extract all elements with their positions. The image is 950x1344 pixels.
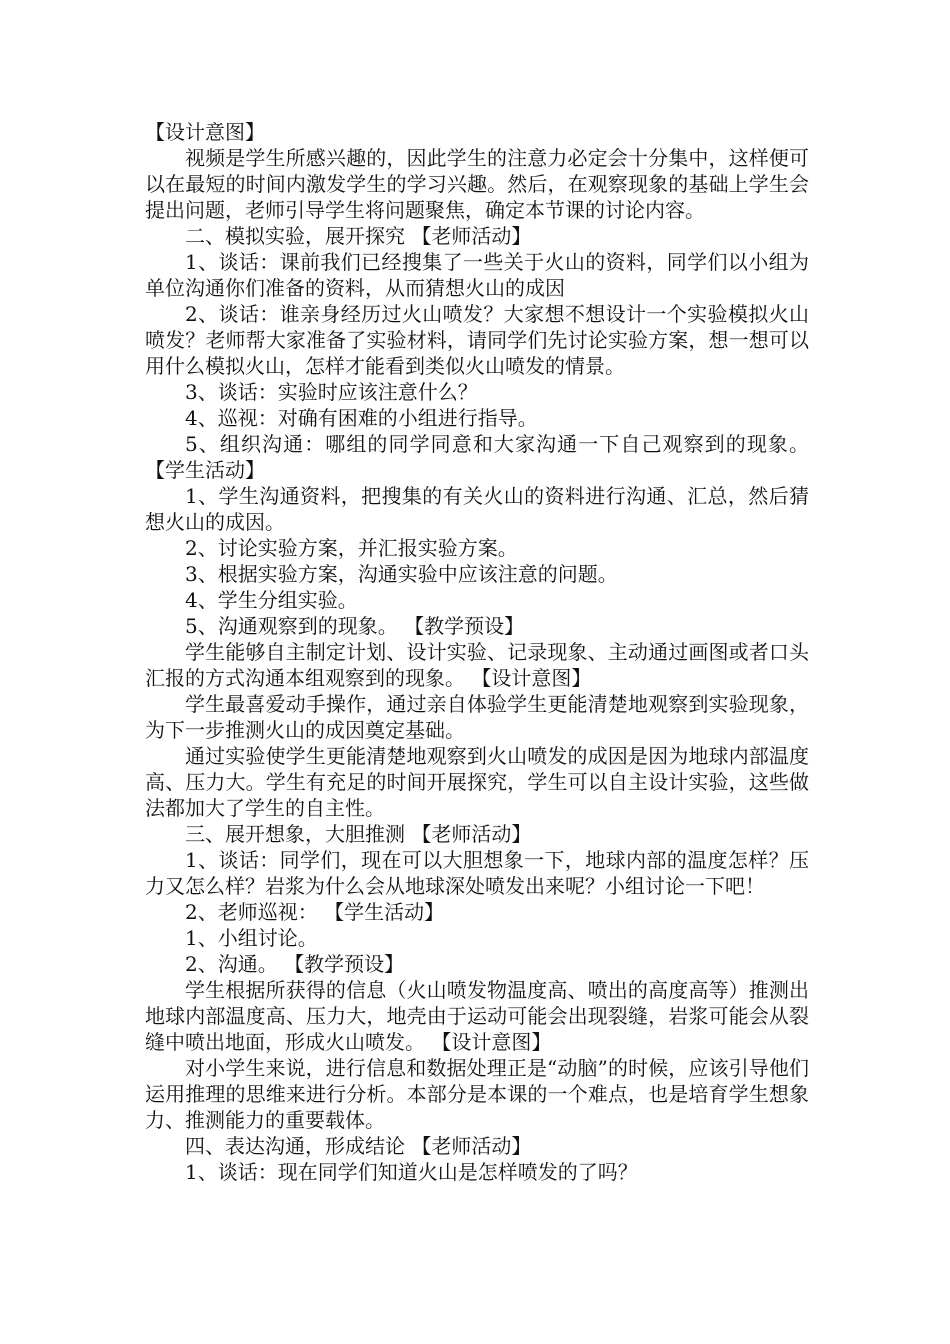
paragraph: 2、沟通。 【教学预设】: [185, 952, 405, 976]
paragraph: 3、谈话：实验时应该注意什么？: [185, 380, 478, 404]
paragraph: 通过实验使学生更能清楚地观察到火山喷发的成因是因为地球内部温度高、压力大。学生有充足的时间开展探究，学生可以自主设计实验，这些做法都加大了学生的自主性。: [145, 744, 809, 820]
paragraph: 视频是学生所感兴趣的，因此学生的注意力必定会十分集中，这样便可以在最短的时间内激发学生的学习兴趣。然后，在观察现象的基础上学生会提出问题，老师引导学生将问题聚焦，确定本节课的讨论内容。: [145, 146, 809, 222]
paragraph: 2、谈话：谁亲身经历过火山喷发？大家想不想设计一个实验模拟火山喷发？老师帮大家准备了实验材料，请同学们先讨论实验方案，想一想可以用什么模拟火山，怎样才能看到类似火山喷发的情景。: [145, 302, 809, 378]
section-heading: 三、展开想象，大胆推测 【老师活动】: [185, 822, 532, 846]
paragraph: 5、组织沟通：哪组的同学同意和大家沟通一下自己观察到的现象。 【学生活动】: [145, 432, 809, 482]
paragraph: 对小学生来说，进行信息和数据处理正是“动脑”的时候，应该引导他们运用推理的思维来进行分析。本部分是本课的一个难点，也是培育学生想象力、推测能力的重要载体。: [145, 1056, 809, 1132]
paragraph: 4、巡视：对确有困难的小组进行指导。: [185, 406, 538, 430]
paragraph: 1、小组讨论。: [185, 926, 318, 950]
paragraph: 5、沟通观察到的现象。 【教学预设】: [185, 614, 525, 638]
paragraph: 2、讨论实验方案，并汇报实验方案。: [185, 536, 518, 560]
paragraph: 学生最喜爱动手操作，通过亲自体验学生更能清楚地观察到实验现象，为下一步推测火山的成因奠定基础。: [145, 692, 809, 742]
section-heading: 【设计意图】: [145, 120, 265, 144]
paragraph: 学生能够自主制定计划、设计实验、记录现象、主动通过画图或者口头汇报的方式沟通本组观察到的现象。 【设计意图】: [145, 640, 809, 690]
paragraph: 1、学生沟通资料，把搜集的有关火山的资料进行沟通、汇总，然后猜想火山的成因。: [145, 484, 809, 534]
section-heading: 四、表达沟通，形成结论 【老师活动】: [185, 1134, 532, 1158]
paragraph: 1、谈话：现在同学们知道火山是怎样喷发的了吗？: [185, 1160, 638, 1184]
section-heading: 二、模拟实验，展开探究 【老师活动】: [185, 224, 532, 248]
paragraph: 1、谈话：课前我们已经搜集了一些关于火山的资料，同学们以小组为单位沟通你们准备的资料，从而猜想火山的成因: [145, 250, 809, 300]
paragraph: 1、谈话：同学们，现在可以大胆想象一下，地球内部的温度怎样？压力又怎么样？岩浆为什么会从地球深处喷发出来呢？小组讨论一下吧！: [145, 848, 809, 898]
paragraph: 2、老师巡视： 【学生活动】: [185, 900, 445, 924]
paragraph: 4、学生分组实验。: [185, 588, 358, 612]
paragraph: 3、根据实验方案，沟通实验中应该注意的问题。: [185, 562, 618, 586]
document-body: [145, 119, 809, 1185]
paragraph: 学生根据所获得的信息（火山喷发物温度高、喷出的高度高等）推测出地球内部温度高、压力大，地壳由于运动可能会出现裂缝，岩浆可能会从裂缝中喷出地面，形成火山喷发。 【设计意图】: [145, 978, 809, 1054]
